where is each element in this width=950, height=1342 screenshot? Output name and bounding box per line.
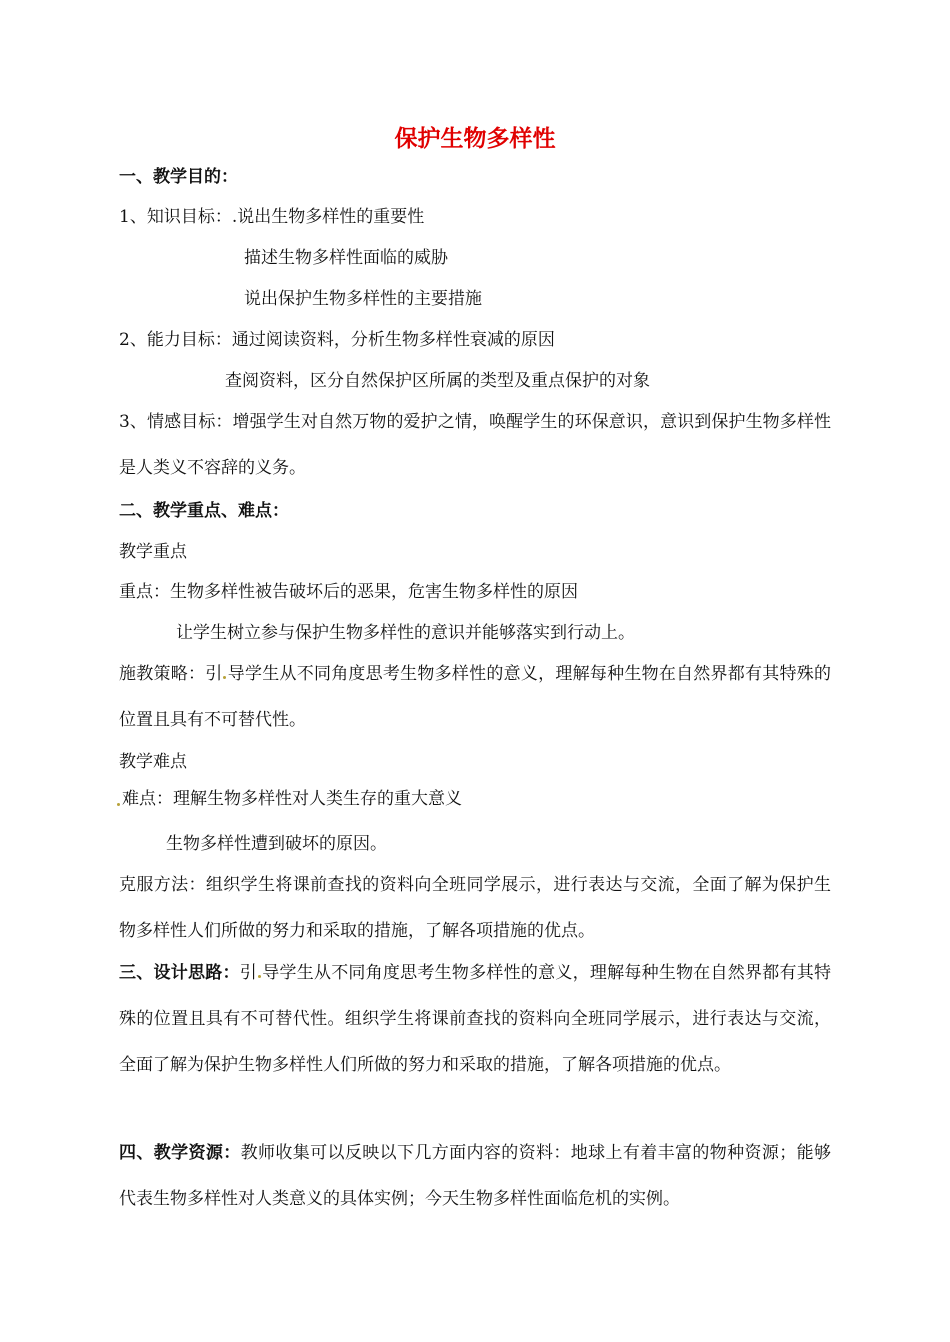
section-2-heading: 二、教学重点、难点： bbox=[119, 501, 289, 521]
design-idea-text-start: 引 bbox=[239, 963, 257, 983]
teaching-difficulty-heading: 教学难点 bbox=[119, 752, 187, 772]
resources-text: 教师收集可以反映以下几方面内容的资料：地球上有着丰富的物种资源；能够代表生物多样性对人类意义的具体实例；今天生物多样性面临危机的实例。 bbox=[119, 1143, 831, 1209]
ability-goal-item-2: 查阅资料，区分自然保护区所属的类型及重点保护的对象 bbox=[225, 371, 650, 391]
knowledge-goal-item-3: 说出保护生物多样性的主要措施 bbox=[244, 289, 482, 309]
emotion-goal-paragraph bbox=[119, 399, 831, 491]
overcome-text: 组织学生将课前查找的资料向全班同学展示，进行表达与交流，全面了解为保护生物多样性人们所做的努力和采取的措施，了解各项措施的优点。 bbox=[119, 875, 831, 941]
knowledge-goal-item-1: .说出生物多样性的重要性 bbox=[231, 207, 425, 227]
section-1-heading: 一、教学目的： bbox=[119, 167, 238, 187]
knowledge-goal-item-2: 描述生物多样性面临的威胁 bbox=[244, 248, 448, 268]
ability-goal-label: 2、能力目标： bbox=[119, 330, 232, 350]
ability-goal-line bbox=[119, 329, 555, 351]
strategy-paragraph bbox=[119, 651, 831, 743]
overcome-paragraph bbox=[119, 862, 831, 954]
emotion-goal-text: 增强学生对自然万物的爱护之情，唤醒学生的环保意识，意识到保护生物多样性是人类义不容辞的义务。 bbox=[119, 412, 831, 478]
resources-paragraph bbox=[119, 1130, 831, 1222]
difficulty-line bbox=[122, 788, 462, 810]
difficulty-label: 难点： bbox=[122, 789, 173, 809]
difficulty-text: 理解生物多样性对人类生存的重大意义 bbox=[173, 789, 462, 809]
marker-dot bbox=[117, 803, 120, 806]
focus-label: 重点： bbox=[119, 582, 170, 602]
document-title: 保护生物多样性 bbox=[394, 125, 556, 152]
section-3-heading: 三、设计思路： bbox=[119, 963, 240, 983]
focus-line bbox=[119, 581, 578, 603]
design-idea-paragraph bbox=[119, 950, 831, 1088]
ability-goal-item-1: 通过阅读资料，分析生物多样性衰减的原因 bbox=[231, 330, 555, 350]
strategy-label: 施教策略： bbox=[119, 664, 206, 684]
overcome-label: 克服方法： bbox=[119, 875, 206, 895]
emotion-goal-label: 3、情感目标： bbox=[119, 412, 233, 432]
focus-text: 生物多样性被告破坏后的恶果，危害生物多样性的原因 bbox=[170, 582, 578, 602]
focus-text-2: 让学生树立参与保护生物多样性的意识并能够落实到行动上。 bbox=[176, 623, 635, 643]
section-4-heading: 四、教学资源： bbox=[119, 1143, 241, 1163]
knowledge-goal-line bbox=[119, 206, 424, 228]
knowledge-goal-label: 1、知识目标： bbox=[119, 207, 232, 227]
design-idea-text: 导学生从不同角度思考生物多样性的意义，理解每种生物在自然界都有其特殊的位置且具有不可替代性。组织学生将课前查找的资料向全班同学展示，进行表达与交流，全面了解为保护生物多样性人们所做的努力和采取的措施，了解各项措施的优点。 bbox=[119, 963, 832, 1075]
strategy-text-start: 引 bbox=[205, 664, 223, 684]
difficulty-text-2: 生物多样性遭到破坏的原因。 bbox=[166, 834, 387, 854]
marker-dot bbox=[258, 975, 261, 978]
teaching-focus-heading: 教学重点 bbox=[119, 542, 187, 562]
strategy-text: 导学生从不同角度思考生物多样性的意义，理解每种生物在自然界都有其特殊的位置且具有不可替代性。 bbox=[119, 664, 832, 730]
